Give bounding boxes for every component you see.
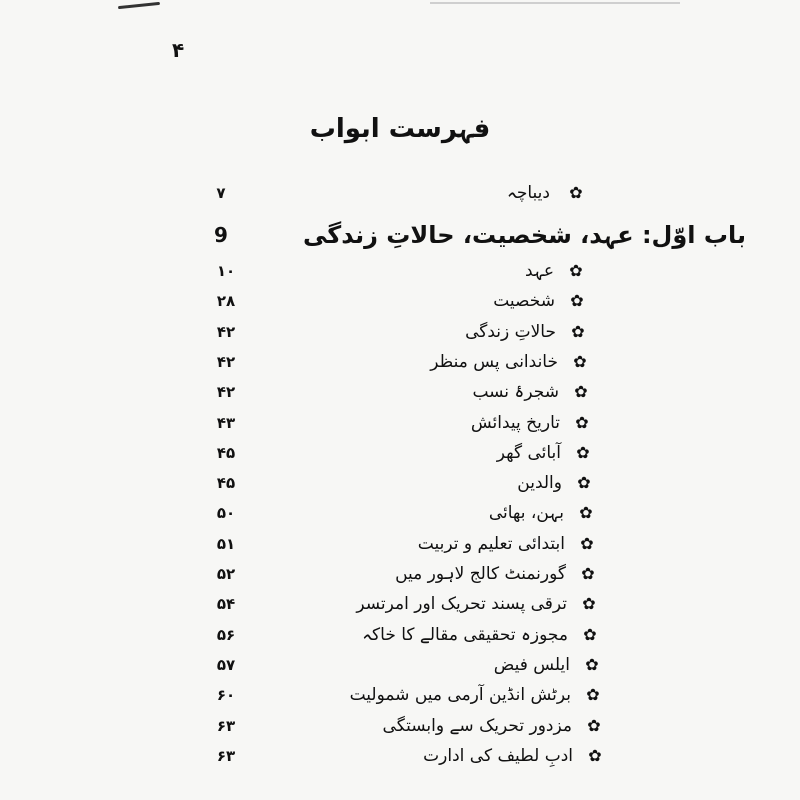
entry-page-number: ۵۷ (216, 656, 236, 674)
entry-label: آبائی گھر (496, 443, 561, 463)
entry-label: مزدور تحریک سے وابستگی (382, 716, 572, 736)
toc-entry[interactable] (0, 713, 800, 743)
toc-entry[interactable] (0, 500, 800, 530)
entry-page-number: ۴۳ (216, 414, 236, 432)
entry-page-number: ۵۶ (216, 626, 236, 644)
toc-entry-preface[interactable] (0, 180, 800, 210)
ink-mark (118, 2, 160, 9)
flower-bullet-icon: ✿ (575, 413, 589, 432)
flower-bullet-icon: ✿ (569, 261, 583, 280)
flower-bullet-icon: ✿ (582, 594, 596, 613)
entry-page-number: ۷ (216, 184, 226, 202)
flower-bullet-icon: ✿ (579, 503, 593, 522)
toc-entry[interactable] (0, 379, 800, 409)
entry-label: حالاتِ زندگی (465, 322, 556, 342)
toc-entry[interactable] (0, 652, 800, 682)
entry-page-number: ۵۱ (216, 535, 236, 553)
flower-bullet-icon: ✿ (585, 655, 599, 674)
entry-page-number: ۶۰ (216, 686, 236, 704)
toc-title: فہرست ابواب (309, 114, 491, 144)
entry-page-number: ۵۴ (216, 595, 236, 613)
entry-label: برٹش انڈین آرمی میں شمولیت (349, 685, 571, 705)
scan-shadow-line (430, 2, 680, 4)
toc-entry[interactable] (0, 682, 800, 712)
toc-entry[interactable] (0, 591, 800, 621)
flower-bullet-icon: ✿ (577, 473, 591, 492)
toc-entry[interactable] (0, 288, 800, 318)
flower-bullet-icon: ✿ (574, 382, 588, 401)
scan-top-edge (0, 0, 800, 14)
flower-bullet-icon: ✿ (586, 685, 600, 704)
flower-bullet-icon: ✿ (569, 183, 583, 202)
flower-bullet-icon: ✿ (576, 443, 590, 462)
flower-bullet-icon: ✿ (571, 322, 585, 341)
toc-entry-chapter-1[interactable] (0, 218, 800, 256)
entry-label: بہن، بھائی (488, 503, 564, 523)
toc-entry[interactable] (0, 561, 800, 591)
entry-page-number: ۴۵ (216, 474, 236, 492)
entry-page-number: ۶۳ (216, 717, 236, 735)
entry-page-number: ۵۰ (216, 504, 236, 522)
entry-page-number: ۶۳ (216, 747, 236, 765)
toc-entry[interactable] (0, 349, 800, 379)
entry-page-number: ۲۸ (216, 292, 236, 310)
entry-page-number: ۴۲ (216, 383, 236, 401)
entry-label: شجرۂ نسب (472, 382, 559, 402)
toc-entry[interactable] (0, 410, 800, 440)
flower-bullet-icon: ✿ (588, 746, 602, 765)
entry-page-number: ۴۲ (216, 323, 236, 341)
entry-label: خاندانی پس منظر (430, 352, 558, 372)
entry-label: عہد (524, 261, 554, 281)
toc-entry[interactable] (0, 622, 800, 652)
entry-label: گورنمنٹ کالج لاہور میں (395, 564, 566, 584)
entry-label: ادبِ لطیف کی ادارت (423, 746, 573, 766)
entry-label: ابتدائی تعلیم و تربیت (417, 534, 565, 554)
entry-label: والدین (517, 473, 562, 493)
entry-page-number: ۵۲ (216, 565, 236, 583)
chapter-page-number: 9 (214, 223, 228, 247)
page-number: ۴ (172, 38, 185, 62)
toc-entry[interactable] (0, 743, 800, 773)
toc-entry[interactable] (0, 258, 800, 288)
entry-label: دیباچہ (506, 183, 550, 203)
entry-label: مجوزہ تحقیقی مقالے کا خاکہ (362, 625, 568, 645)
toc-entry[interactable] (0, 531, 800, 561)
flower-bullet-icon: ✿ (587, 716, 601, 735)
entry-label: شخصیت (493, 291, 555, 311)
flower-bullet-icon: ✿ (570, 291, 584, 310)
flower-bullet-icon: ✿ (581, 564, 595, 583)
chapter-heading: باب اوّل: عہد، شخصیت، حالاتِ زندگی (302, 221, 746, 249)
entry-page-number: ۴۵ (216, 444, 236, 462)
flower-bullet-icon: ✿ (573, 352, 587, 371)
entry-page-number: ۴۲ (216, 353, 236, 371)
entry-label: ترقی پسند تحریک اور امرتسر (356, 594, 567, 614)
flower-bullet-icon: ✿ (580, 534, 594, 553)
toc-entry[interactable] (0, 440, 800, 470)
entry-label: ایلس فیض (493, 655, 570, 675)
toc-entry[interactable] (0, 470, 800, 500)
entry-page-number: ۱۰ (216, 262, 236, 280)
toc-entry[interactable] (0, 319, 800, 349)
flower-bullet-icon: ✿ (583, 625, 597, 644)
entry-label: تاریخ پیدائش (470, 413, 560, 433)
